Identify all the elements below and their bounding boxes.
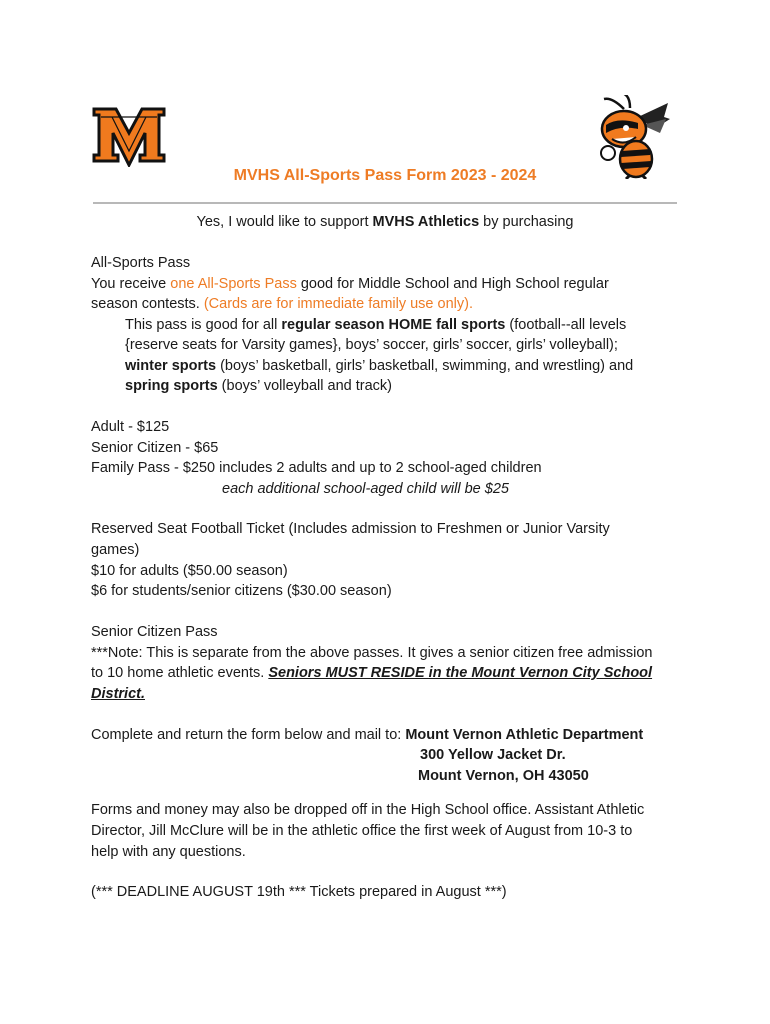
intro-line: Yes, I would like to support MVHS Athletics by purchasing — [196, 214, 574, 230]
price-senior: Senior Citizen - $65 — [91, 440, 219, 456]
sports-list-line-3: winter sports (boys’ basketball, girls’ basketball, swimming, and wrestling) and — [125, 358, 634, 374]
mail-instruction: Complete and return the form below and mail to: Mount Vernon Athletic Department — [91, 727, 644, 743]
reserved-line-1: Reserved Seat Football Ticket (Includes admission to Freshmen or Junior Varsity — [91, 521, 610, 537]
dropoff-line-3: help with any questions. — [91, 844, 246, 860]
senior-pass-note-2: to 10 home athletic events. Seniors MUST RESIDE in the Mount Vernon City School — [91, 665, 653, 681]
mail-street: 300 Yellow Jacket Dr. — [420, 747, 566, 763]
price-adult: Adult - $125 — [91, 419, 170, 435]
reserved-student-price: $6 for students/senior citizens ($30.00 season) — [91, 583, 392, 599]
reserved-adult-price: $10 for adults ($50.00 season) — [91, 563, 288, 579]
sports-list-line-1: This pass is good for all regular season HOME fall sports (football--all levels — [125, 317, 627, 333]
deadline-note: (*** DEADLINE AUGUST 19th *** Tickets prepared in August ***) — [91, 884, 507, 900]
price-family: Family Pass - $250 includes 2 adults and up to 2 school-aged children — [91, 460, 542, 476]
sports-list-line-4: spring sports (boys’ volleyball and track) — [125, 378, 392, 394]
sports-list-line-2: {reserve seats for Varsity games}, boys’ soccer, girls’ soccer, girls’ volleyball); — [125, 337, 618, 353]
mail-city: Mount Vernon, OH 43050 — [418, 768, 589, 784]
dropoff-line-1: Forms and money may also be dropped off in the High School office. Assistant Athletic — [91, 802, 645, 818]
price-additional-child: each additional school-aged child will be $25 — [222, 481, 509, 497]
title-divider — [93, 202, 677, 204]
all-sports-heading: All-Sports Pass — [91, 255, 191, 271]
senior-pass-note-3: District. — [91, 686, 145, 702]
page-title: MVHS All-Sports Pass Form 2023 - 2024 — [233, 167, 537, 184]
all-sports-line-1: You receive one All-Sports Pass good for Middle School and High School regular — [91, 276, 609, 292]
dropoff-line-2: Director, Jill McClure will be in the athletic office the first week of August from 10-3 to — [91, 823, 633, 839]
senior-pass-heading: Senior Citizen Pass — [91, 624, 218, 640]
mvhs-m-logo-icon — [90, 103, 168, 167]
senior-pass-note-1: ***Note: This is separate from the above passes. It gives a senior citizen free admission — [91, 645, 653, 661]
reserved-line-2: games) — [91, 542, 140, 558]
all-sports-line-2: season contests. (Cards are for immediate family use only). — [91, 296, 473, 312]
